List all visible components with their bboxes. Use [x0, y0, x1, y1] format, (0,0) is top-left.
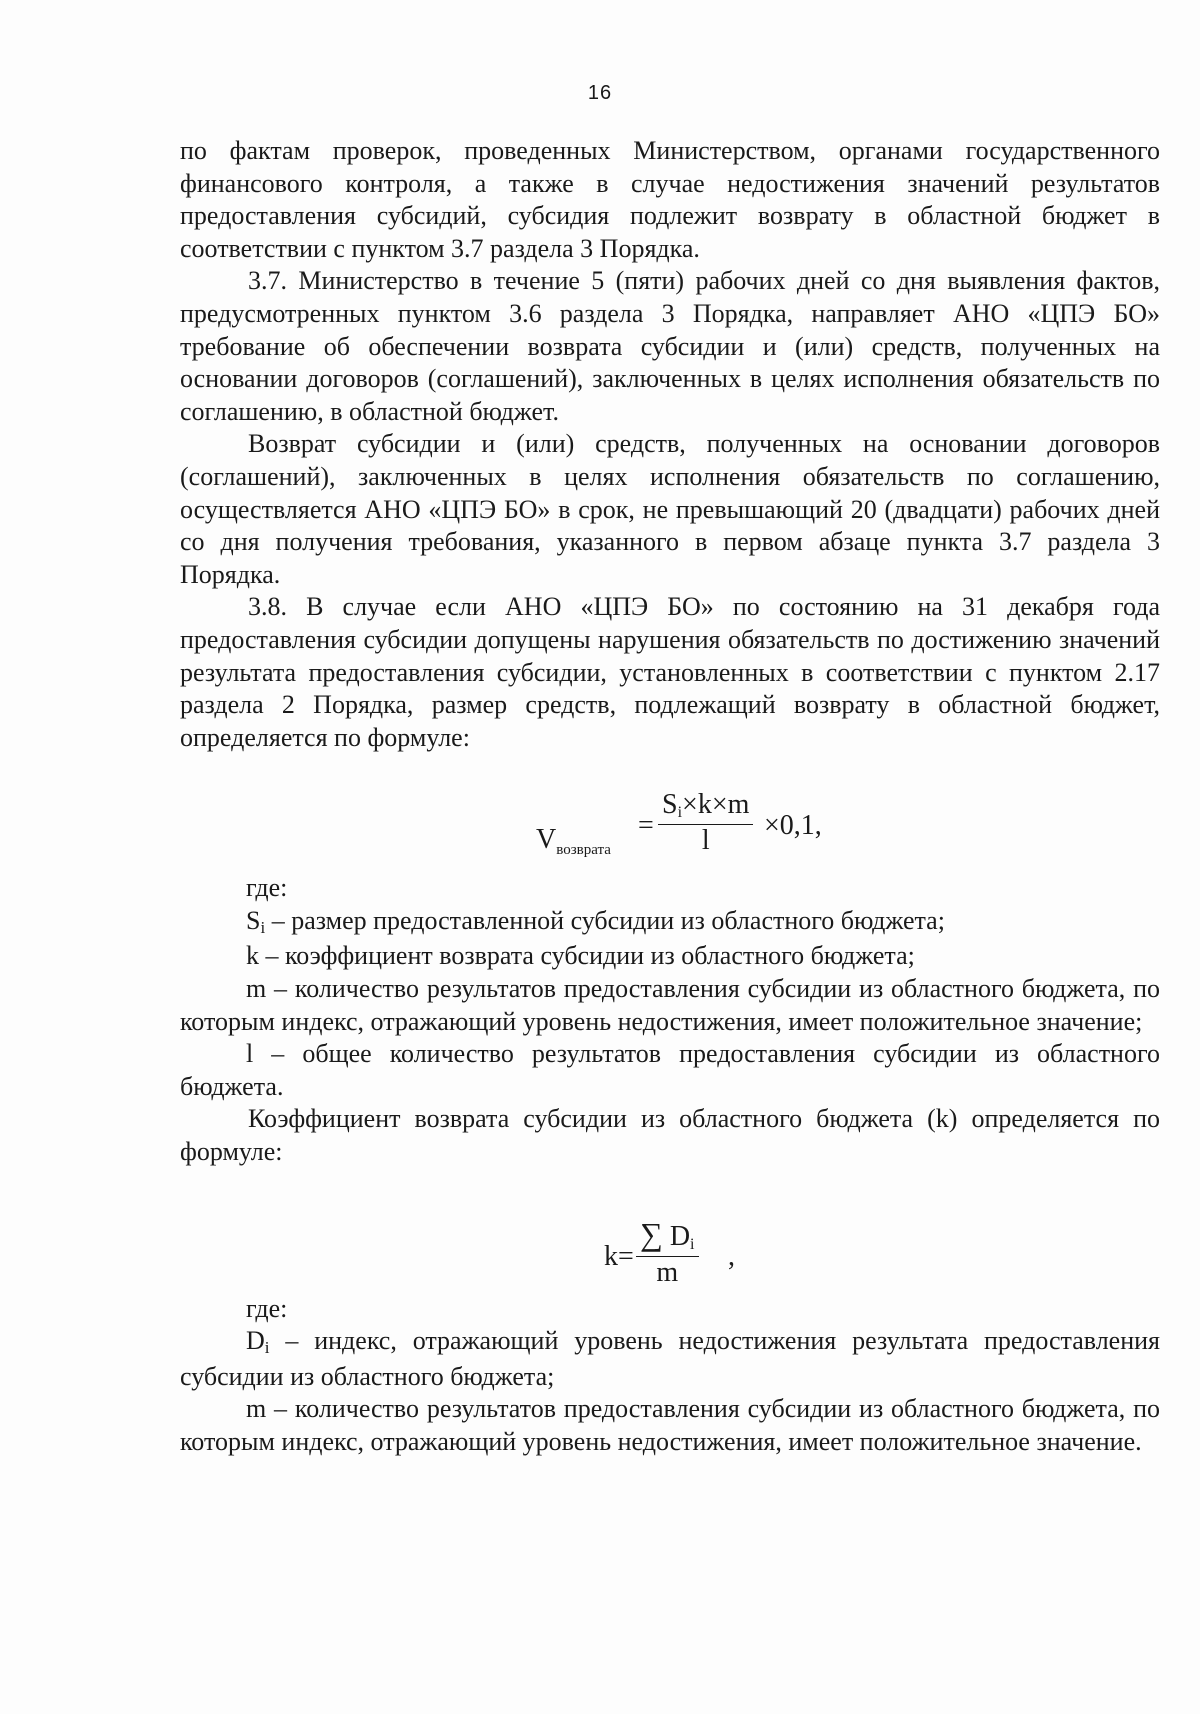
- document-body: [180, 135, 1160, 1459]
- formula-k-num-d: D: [669, 1220, 691, 1252]
- formula-k: [180, 1217, 1160, 1287]
- formula-v-numerator: [658, 790, 753, 825]
- formula-v-fraction: [658, 790, 753, 857]
- formula-v-return: [180, 789, 1160, 866]
- formula-k-fraction: [636, 1215, 699, 1289]
- formula-v-symbol: V: [536, 824, 557, 856]
- definition-l: l – общее количество результатов предоставления субсидии из областного бюджета.: [180, 1039, 1160, 1101]
- spacer: [180, 1169, 1160, 1217]
- formula-v-tail: ×0,1,: [764, 810, 822, 842]
- paragraph-coefficient: Коэффициент возврата субсидии из областного бюджета (k) определяется по формуле:: [180, 1104, 1160, 1167]
- definition-s-symbol: S: [246, 905, 261, 935]
- where-label-1: где:: [246, 873, 288, 903]
- formula-k-num-i: i: [690, 1235, 695, 1253]
- formula-k-denominator: m: [656, 1256, 679, 1288]
- definition-m-1: m – количество результатов предоставления субсидии из областного бюджета, по которым индекс, отражающий уровень недостижения, имеет положительное значение;: [180, 974, 1160, 1036]
- formula-v-equals: =: [638, 810, 654, 842]
- definition-d-symbol: D: [246, 1326, 265, 1356]
- formula-v-denominator: l: [701, 825, 710, 857]
- definition-d: [180, 1325, 1160, 1393]
- definition-s-subscript: i: [260, 917, 266, 937]
- paragraph-3-7: 3.7. Министерство в течение 5 (пяти) рабочих дней со дня выявления фактов, предусмотренных пунктом 3.6 раздела 3 Порядка, направляет АНО «ЦПЭ БО» требование об обеспечении возврата субсидии и (или) средств, полученных на основании договоров (соглашений), заключенных в целях исполнения обязательств по соглашению, в областной бюджет.: [180, 266, 1160, 426]
- definition-d-subscript: i: [264, 1338, 270, 1358]
- formula-v-num-i: i: [677, 804, 683, 822]
- definition-m-2: m – количество результатов предоставления субсидии из областного бюджета, по которым индекс, отражающий уровень недостижения, имеет положительное значение.: [180, 1394, 1160, 1456]
- formula-v-num-rest: ×k×m: [682, 789, 750, 821]
- formula-k-tail: ,: [728, 1240, 735, 1272]
- formula-v-num-s: S: [662, 789, 678, 821]
- paragraph-continuation: по фактам проверок, проведенных Министерством, органами государственного финансового контроля, а также в случае недостижения значений результатов предоставления субсидий, субсидия подлежит возврату в областной бюджет в соответствии с пунктом 3.7 раздела 3 Порядка.: [180, 136, 1160, 263]
- definition-k: k – коэффициент возврата субсидии из областного бюджета;: [246, 941, 915, 971]
- sigma-icon: ∑: [640, 1215, 663, 1252]
- where-label-2: где:: [246, 1293, 288, 1323]
- formula-v-lhs: [536, 824, 611, 861]
- definition-s: [180, 905, 1160, 941]
- paragraph-3-8: 3.8. В случае если АНО «ЦПЭ БО» по состоянию на 31 декабря года предоставления субсидии допущены нарушения обязательств по достижению значений результата предоставления субсидии, установленных в соответствии с пунктом 2.17 раздела 2 Порядка, размер средств, подлежащий возврату в областной бюджет, определяется по формуле:: [180, 592, 1160, 752]
- definition-s-text: – размер предоставленной субсидии из областного бюджета;: [265, 905, 945, 935]
- page-number: 16: [587, 82, 613, 104]
- paragraph-return-terms: Возврат субсидии и (или) средств, полученных на основании договоров (соглашений), заключенных в целях исполнения обязательств по соглашению, осуществляется АНО «ЦПЭ БО» в срок, не превышающий 20 (двадцати) рабочих дней со дня получения требования, указанного в первом абзаце пункта 3.7 раздела 3 Порядка.: [180, 429, 1160, 589]
- definition-d-text: – индекс, отражающий уровень недостижения результата предоставления субсидии из областного бюджета;: [180, 1326, 1160, 1391]
- formula-v-subscript: возврата: [556, 842, 611, 859]
- formula-k-lhs: k=: [604, 1240, 634, 1272]
- formula-k-numerator: [636, 1215, 699, 1257]
